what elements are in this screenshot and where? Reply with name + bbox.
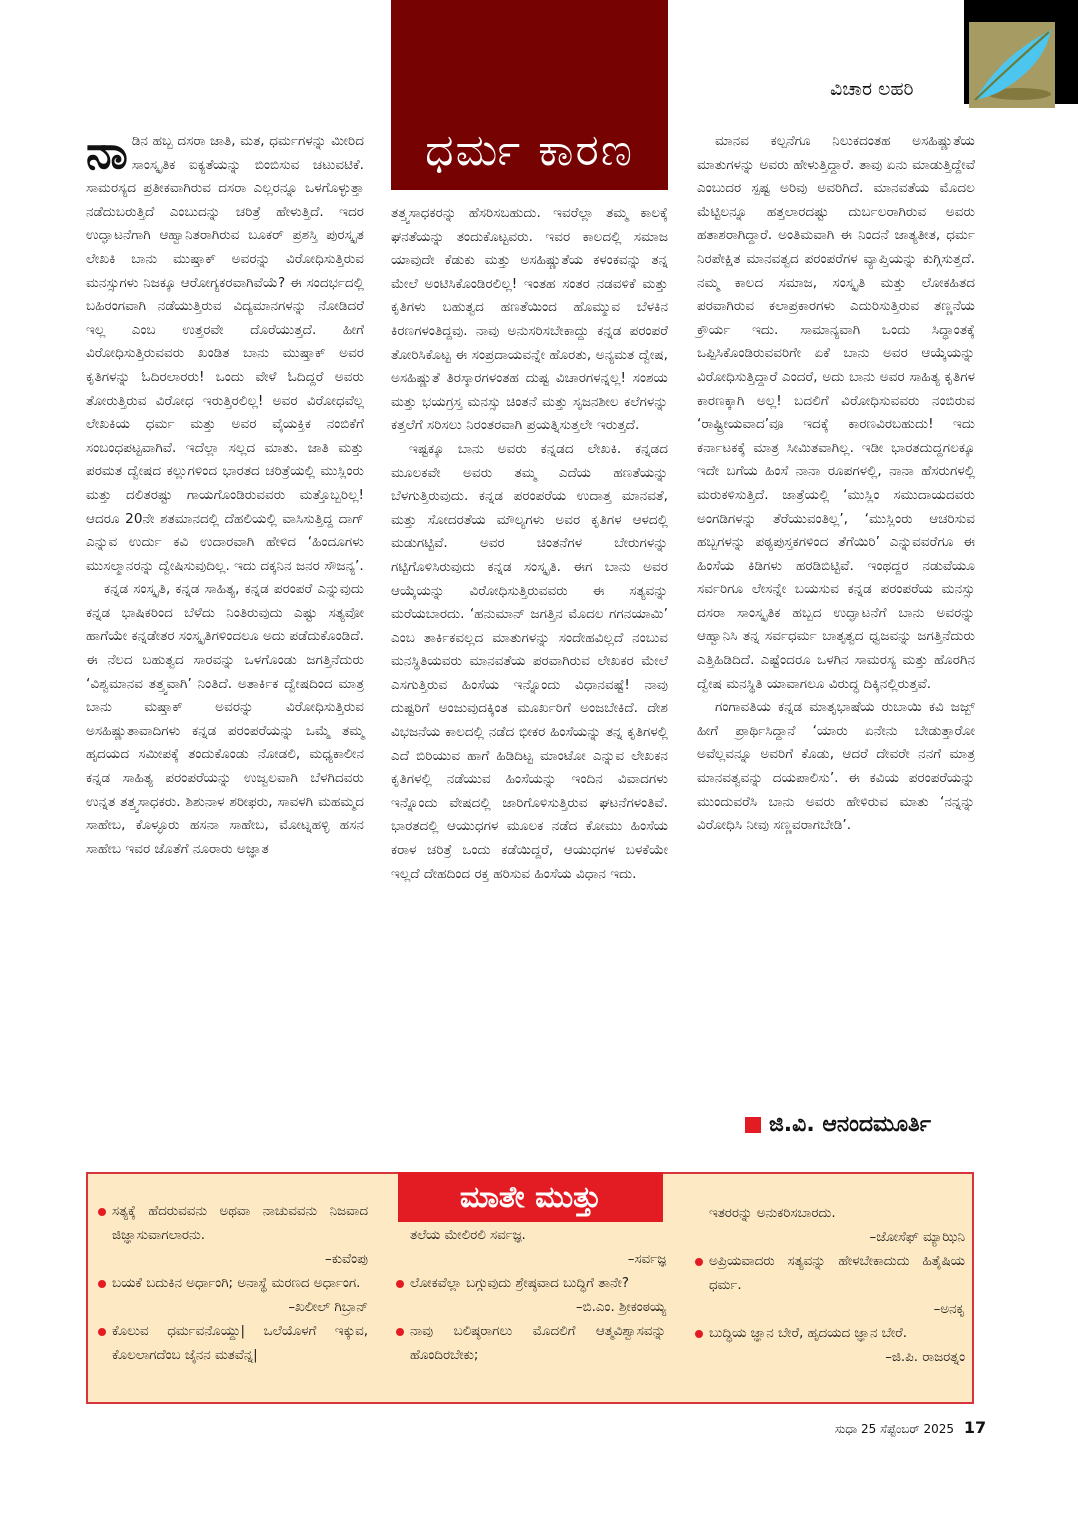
quote-item: ಅಪ್ರಿಯವಾದರು ಸತ್ಯವನ್ನು ಹೇಳಬೇಕಾದುದು ಹಿತೈಷಿಯ ಧರ್ಮ.	[695, 1250, 965, 1298]
quotes-column-1	[98, 1200, 368, 1368]
drop-cap: ನಾ	[86, 125, 128, 179]
article-paragraph: ತತ್ತ್ವಸಾಧಕರನ್ನು ಹೆಸರಿಸಬಹುದು. ಇವರೆಲ್ಲಾ ತಮ್ಮ ಕಾಲಕ್ಕೆ ಘನತೆಯನ್ನು ತಂದುಕೊಟ್ಟವರು. ಇವರ ಕಾಲದಲ್ಲಿ ಸಮಾಜ ಯಾವುದೇ ಕೆಡುಕು ಮತ್ತು ಅಸಹಿಷ್ಣುತೆಯ ಕಳಂಕವನ್ನು ತನ್ನ ಮೇಲೆ ಅಂಟಿಸಿಕೊಂಡಿರಲಿಲ್ಲ! ಇಂತಹ ಸಂತರ ನಡವಳಿಕೆ ಮತ್ತು ಕೃತಿಗಳು ಬಹುತ್ವದ ಹಣತೆಯಿಂದ ಹೊಮ್ಮುವ ಬೆಳಕಿನ ಕಿರಣಗಳಂತಿದ್ದವು. ನಾವು ಅನುಸರಿಸಬೇಕಾದ್ದು ಕನ್ನಡ ಪರಂಪರೆ ತೋರಿಸಿಕೊಟ್ಟ ಈ ಸಂಪ್ರದಾಯವನ್ನೇ ಹೊರತು, ಅನ್ಯಮತ ದ್ವೇಷ, ಅಸಹಿಷ್ಣುತೆ ತಿರಸ್ಕಾರಗಳಂತಹ ದುಷ್ಟ ವಿಚಾರಗಳನ್ನಲ್ಲ! ಸಂಶಯ ಮತ್ತು ಭಯಗ್ರಸ್ತ ಮನಸ್ಸು ಚಿಂತನೆ ಮತ್ತು ಸೃಜನಶೀಲ ಕಲೆಗಳನ್ನು ಕತ್ತಲೆಗೆ ಸರಿಸಲು ನಿರಂತರವಾಗಿ ಪ್ರಯತ್ನಿಸುತ್ತಲೇ ಇರುತ್ತದೆ.	[391, 205, 668, 434]
quote-author: –ಅನಕೃ	[933, 1302, 965, 1317]
author-name: ಜಿ.ವಿ. ಆನಂದಮೂರ್ತಿ	[769, 1112, 932, 1137]
quote-item: ಬಯಕೆ ಬದುಕಿನ ಅರ್ಧಾಂಗಿ; ಅನಾಸ್ಥೆ ಮರಣದ ಅರ್ಧಾಂಗ.	[98, 1272, 368, 1296]
page-footer	[835, 1418, 986, 1437]
bullet-icon	[98, 1208, 106, 1216]
page-number: 17	[963, 1418, 987, 1437]
article-title-block	[391, 0, 668, 190]
square-bullet-icon	[745, 1117, 761, 1133]
bullet-icon	[695, 1258, 703, 1266]
quote-author: –ಜಿ.ಪಿ. ರಾಜರತ್ನಂ	[885, 1350, 965, 1365]
magazine-name: ಸುಧಾ	[835, 1422, 858, 1436]
article-paragraph: ಕನ್ನಡ ಸಂಸ್ಕೃತಿ, ಕನ್ನಡ ಸಾಹಿತ್ಯ, ಕನ್ನಡ ಪರಂಪರೆ ಎನ್ನುವುದು ಕನ್ನಡ ಭಾಷಿಕರಿಂದ ಬೆಳೆದು ನಿಂತಿರುವುದು ಎಷ್ಟು ಸತ್ಯವೋ ಹಾಗೆಯೇ ಕನ್ನಡೇತರ ಸಂಸ್ಕೃತಿಗಳಿಂದಲೂ ಅದು ಪಡೆದುಕೊಂಡಿದೆ. ಈ ನೆಲದ ಬಹುತ್ವದ ಸಾರವನ್ನು ಒಳಗೊಂಡು ಜಗತ್ತಿನೆದುರು ‘ವಿಶ್ವಮಾನವ ತತ್ತ್ವವಾಗಿ’ ನಿಂತಿದೆ. ಅತಾರ್ಕಿಕ ದ್ವೇಷದಿಂದ ಮಾತ್ರ ಬಾನು ಮಷ್ತಾಕ್ ಅವರನ್ನು ವಿರೋಧಿಸುತ್ತಿರುವ ಅಸಹಿಷ್ಣುತಾವಾದಿಗಳು ಕನ್ನಡ ಪರಂಪರೆಯನ್ನು ಒಮ್ಮೆ ತಮ್ಮ ಹೃದಯದ ಸಮೀಪಕ್ಕೆ ತಂದುಕೊಂಡು ನೋಡಲಿ, ಮಧ್ಯಕಾಲೀನ ಕನ್ನಡ ಸಾಹಿತ್ಯ ಪರಂಪರೆಯನ್ನು ಉಜ್ವಲವಾಗಿ ಬೆಳಗಿದವರು ಉನ್ನತ ತತ್ತ್ವಸಾಧಕರು. ಶಿಶುನಾಳ ಶರೀಫರು, ಸಾವಳಗಿ ಮಹಮ್ಮದ ಸಾಹೇಬ, ಕೊಳ್ಳೂರು ಹಸನಾ ಸಾಹೇಬ, ಮೋಟ್ನಹಳ್ಳಿ ಹಸನ ಸಾಹೇಬ ಇವರ ಜೊತೆಗೆ ನೂರಾರು ಅಜ್ಞಾತ	[86, 581, 364, 857]
quote-author: –ಬಿ.ಎಂ. ಶ್ರೀಕಂಠಯ್ಯ	[575, 1300, 666, 1315]
article-column-left	[86, 125, 364, 861]
quote-author: –ಖಲೀಲ್ ಗಿಬ್ರಾನ್	[288, 1300, 368, 1315]
bullet-icon	[695, 1330, 703, 1338]
quotes-title: ಮಾತೇ ಮುತ್ತು	[398, 1172, 663, 1222]
article-column-middle	[391, 202, 668, 886]
section-label: ವಿಚಾರ ಲಹರಿ	[830, 78, 914, 100]
article-paragraph: ನಾಡಿನ ಹಬ್ಬ ದಸರಾ ಜಾತಿ, ಮತ, ಧರ್ಮಗಳನ್ನು ಮೀರಿದ ಸಾಂಸ್ಕೃತಿಕ ಐಕ್ಯತೆಯನ್ನು ಬಿಂಬಿಸುವ ಚಟುವಟಿಕೆ. ಸಾಮರಸ್ಯದ ಪ್ರತೀಕವಾಗಿರುವ ದಸರಾ ಎಲ್ಲರನ್ನೂ ಒಳಗೊಳ್ಳುತ್ತಾ ನಡೆದುಬರುತ್ತಿದೆ ಎಂಬುದನ್ನು ಚರಿತ್ರೆ ಹೇಳುತ್ತಿದೆ. ಇದರ ಉದ್ಘಾಟನೆಗಾಗಿ ಆಹ್ವಾನಿತರಾಗಿರುವ ಬೂಕರ್ ಪ್ರಶಸ್ತಿ ಪುರಸ್ಕೃತ ಲೇಖಕಿ ಬಾನು ಮುಷ್ತಾಕ್ ಅವರನ್ನು ವಿರೋಧಿಸುತ್ತಿರುವ ಮನಸ್ಸುಗಳು ನಿಜಕ್ಕೂ ಆರೋಗ್ಯಕರವಾಗಿವೆಯೆ? ಈ ಸಂದರ್ಭದಲ್ಲಿ ಬಹಿರಂಗವಾಗಿ ನಡೆಯುತ್ತಿರುವ ವಿದ್ಯಮಾನಗಳನ್ನು ನೋಡಿದರೆ ಇಲ್ಲ ಎಂಬ ಉತ್ತರವೇ ದೊರೆಯುತ್ತದೆ. ಹೀಗೆ ವಿರೋಧಿಸುತ್ತಿರುವವರು ಖಂಡಿತ ಬಾನು ಮುಷ್ತಾಕ್ ಅವರ ಕೃತಿಗಳನ್ನು ಓದಿರಲಾರರು! ಒಂದು ವೇಳೆ ಓದಿದ್ದರೆ ಅವರು ತೋರುತ್ತಿರುವ ವಿರೋಧ ಇರುತ್ತಿರಲಿಲ್ಲ! ಅವರ ವಿರೋಧವೆಲ್ಲ ಲೇಖಕಿಯ ಧರ್ಮ ಮತ್ತು ಅವರ ವೈಯಕ್ತಿಕ ನಂಬಿಕೆಗೆ ಸಂಬಂಧಪಟ್ಟವಾಗಿವೆ. ಇದೆಲ್ಲಾ ಸಲ್ಲದ ಮಾತು. ಜಾತಿ ಮತ್ತು ಪರಮತ ದ್ವೇಷದ ಕಲ್ಲುಗಳಿಂದ ಭಾರತದ ಚರಿತ್ರೆಯಲ್ಲಿ ಮುಸ್ಲಿಂರು ಮತ್ತು ದಲಿತರಷ್ಟು ಗಾಯಗೊಂಡಿರುವವರು ಮತ್ತೊಬ್ಬರಿಲ್ಲ! ಆದರೂ 20ನೇ ಶತಮಾನದಲ್ಲಿ ದೆಹಲಿಯಲ್ಲಿ ವಾಸಿಸುತ್ತಿದ್ದ ದಾಗ್ ಎನ್ನುವ ಉರ್ದು ಕವಿ ಉದಾರವಾಗಿ ಹೇಳಿದ ‘ಹಿಂದೂಗಳು ಮುಸಲ್ಮಾನರನ್ನು ದ್ವೇಷಿಸುವುದಿಲ್ಲ. ಇದು ದಕ್ಕನಿನ ಜನರ ಸೌಜನ್ಯ’.	[86, 125, 364, 574]
bullet-icon	[396, 1280, 404, 1288]
bullet-icon	[396, 1328, 404, 1336]
quote-item: ಕೊಲುವ ಧರ್ಮವನೊಯ್ದು| ಒಲೆಯೊಳಗೆ ಇಕ್ಕುವ, ಕೊಲಲಾಗದೆಂಬ ಜೈನನ ಮತವೆನ್ನ|	[98, 1320, 368, 1368]
quotes-column-2	[396, 1224, 666, 1368]
article-paragraph: ಮಾನವ ಕಲ್ಪನೆಗೂ ನಿಲುಕದಂತಹ ಅಸಹಿಷ್ಣುತೆಯ ಮಾತುಗಳನ್ನು ಅವರು ಹೇಳುತ್ತಿದ್ದಾರೆ. ತಾವು ಏನು ಮಾಡುತ್ತಿದ್ದೇವೆ ಎಂಬುದರ ಸ್ಪಷ್ಟ ಅರಿವು ಅವರಿಗಿದೆ. ಮಾನವತೆಯ ಮೊದಲ ಮೆಟ್ಟಿಲನ್ನೂ ಹತ್ತಲಾರದಷ್ಟು ದುರ್ಬಲರಾಗಿರುವ ಅವರು ಹತಾಶರಾಗಿದ್ದಾರೆ. ಅಂತಿಮವಾಗಿ ಈ ನಿಂದನೆ ಜಾತ್ಯತೀತ, ಧರ್ಮ ನಿರಪೇಕ್ಷಿತ ಮಾನವತ್ವದ ಪರಂಪರೆಗಳ ವ್ಯಾಪ್ತಿಯನ್ನು ಕುಗ್ಗಿಸುತ್ತದೆ. ನಮ್ಮ ಕಾಲದ ಸಮಾಜ, ಸಂಸ್ಕೃತಿ ಮತ್ತು ಲೋಕಹಿತದ ಪರವಾಗಿರುವ ಕಲಾಪ್ರಕಾರಗಳು ಎದುರಿಸುತ್ತಿರುವ ತಣ್ಣನೆಯ ಕ್ರೌರ್ಯ ಇದು. ಸಾಮಾನ್ಯವಾಗಿ ಒಂದು ಸಿದ್ಧಾಂತಕ್ಕೆ ಒಪ್ಪಿಸಿಕೊಂಡಿರುವವರಿಗೇ ಏಕೆ ಬಾನು ಅವರ ಆಯ್ಕೆಯನ್ನು ವಿರೋಧಿಸುತ್ತಿದ್ದಾರೆ ಎಂದರೆ, ಅದು ಬಾನು ಅವರ ಸಾಹಿತ್ಯ ಕೃತಿಗಳ ಕಾರಣಕ್ಕಾಗಿ ಅಲ್ಲ! ಬದಲಿಗೆ ವಿರೋಧಿಸುವವರು ನಂಬಿರುವ ‘ರಾಷ್ಟ್ರೀಯವಾದ’ವೂ ಇದಕ್ಕೆ ಕಾರಣವಿರಬಹುದು! ಇದು ಕರ್ನಾಟಕಕ್ಕೆ ಮಾತ್ರ ಸೀಮಿತವಾಗಿಲ್ಲ. ಇಡೀ ಭಾರತದುದ್ದಗಲಕ್ಕೂ ಇದೇ ಬಗೆಯ ಹಿಂಸೆ ನಾನಾ ರೂಪಗಳಲ್ಲಿ, ನಾನಾ ಹೆಸರುಗಳಲ್ಲಿ ಮರುಕಳಿಸುತ್ತಿದೆ. ಜಾತ್ರೆಯಲ್ಲಿ ‘ಮುಸ್ಲಿಂ ಸಮುದಾಯದವರು ಅಂಗಡಿಗಳನ್ನು ತೆರೆಯುವಂತಿಲ್ಲ’, ‘ಮುಸ್ಲಿಂರು ಆಚರಿಸುವ ಹಬ್ಬಗಳನ್ನು ಪಠ್ಯಪುಸ್ತಕಗಳಿಂದ ತೆಗೆಯಿರಿ’ ಎನ್ನುವವರೆಗೂ ಈ ಹಿಂಸೆಯ ಕಿಡಿಗಳು ಹರಡಿಬಿಟ್ಟಿವೆ. ಇಂಥದ್ದರ ನಡುವೆಯೂ ಸರ್ವರಿಗೂ ಲೇಸನ್ನೇ ಬಯಸುವ ಕನ್ನಡ ಪರಂಪರೆಯ ಮನಸ್ಸು ದಸರಾ ಸಾಂಸ್ಕೃತಿಕ ಹಬ್ಬದ ಉದ್ಘಾಟನೆಗೆ ಬಾನು ಅವರನ್ನು ಆಹ್ವಾನಿಸಿ ತನ್ನ ಸರ್ವಧರ್ಮ ಬಾತೃತ್ವದ ಧ್ವಜವನ್ನು ಜಗತ್ತಿನೆದುರು ಎತ್ತಿಹಿಡಿದಿದೆ. ಎಷ್ಟೆಂದರೂ ಒಳಗಿನ ಸಾಮರಸ್ಯ ಮತ್ತು ಹೊರಗಿನ ದ್ವೇಷ ಮನಸ್ಥಿತಿ ಯಾವಾಗಲೂ ವಿರುದ್ಧ ದಿಕ್ಕಿನಲ್ಲಿರುತ್ತವೆ.	[697, 133, 975, 692]
article-column-right	[697, 130, 975, 838]
article-paragraph: ಇಷ್ಟಕ್ಕೂ ಬಾನು ಅವರು ಕನ್ನಡದ ಲೇಖಕಿ. ಕನ್ನಡದ ಮೂಲಕವೇ ಅವರು ತಮ್ಮ ಎದೆಯ ಹಣತೆಯನ್ನು ಬೆಳಗುತ್ತಿರುವುದು. ಕನ್ನಡ ಪರಂಪರೆಯ ಉದಾತ್ತ ಮಾನವತೆ, ಮತ್ತು ಸೋದರತೆಯ ಮೌಲ್ಯಗಳು ಅವರ ಕೃತಿಗಳ ಆಳದಲ್ಲಿ ಮಡುಗಟ್ಟಿವೆ. ಅವರ ಚಿಂತನೆಗಳ ಬೇರುಗಳನ್ನು ಗಟ್ಟಿಗೊಳಿಸಿರುವುದು ಕನ್ನಡ ಸಂಸ್ಕೃತಿ. ಈಗ ಬಾನು ಅವರ ಆಯ್ಕೆಯನ್ನು ವಿರೋಧಿಸುತ್ತಿರುವವರು ಈ ಸತ್ಯವನ್ನು ಮರೆಯಬಾರದು. ‘ಹನುಮಾನ್ ಜಗತ್ತಿನ ಮೊದಲ ಗಗನಯಾಮಿ’ ಎಂಬ ತಾರ್ಕಿಕವಲ್ಲದ ಮಾತುಗಳನ್ನು ಸಂದೇಹವಿಲ್ಲದೆ ನಂಬುವ ಮನಸ್ಥಿತಿಯವರು ಮಾನವತೆಯ ಪರವಾಗಿರುವ ಲೇಖಕರ ಮೇಲೆ ಎಸಗುತ್ತಿರುವ ಹಿಂಸೆಯ ಇನ್ನೊಂದು ವಿಧಾನವಷ್ಟೆ! ನಾವು ದುಷ್ಟರಿಗೆ ಅಂಜುವುದಕ್ಕಿಂತ ಮೂರ್ಖರಿಗೆ ಅಂಜಬೇಕಿದೆ. ದೇಶ ವಿಭಜನೆಯ ಕಾಲದಲ್ಲಿ ನಡೆದ ಭೀಕರ ಹಿಂಸೆಯನ್ನು ತನ್ನ ಕೃತಿಗಳಲ್ಲಿ ಎದೆ ಬಿರಿಯುವ ಹಾಗೆ ಹಿಡಿದಿಟ್ಟ ಮಾಂಟೋ ಎನ್ನುವ ಲೇಖಕನ ಕೃತಿಗಳಲ್ಲಿ ನಡೆಯುವ ಹಿಂಸೆಯನ್ನು ಇಂದಿನ ವಿವಾದಗಳು ಇನ್ನೊಂದು ವೇಷದಲ್ಲಿ ಜಾರಿಗೊಳಿಸುತ್ತಿರುವ ಘಟನೆಗಳಂತಿವೆ. ಭಾರತದಲ್ಲಿ ಆಯುಧಗಳ ಮೂಲಕ ನಡೆದ ಕೋಮು ಹಿಂಸೆಯ ಕರಾಳ ಚರಿತ್ರೆ ಒಂದು ಕಡೆಯಿದ್ದರೆ, ಆಯುಧಗಳ ಬಳಕೆಯೇ ಇಲ್ಲದೆ ದೇಹದಿಂದ ರಕ್ತ ಹರಿಸುವ ಹಿಂಸೆಯ ವಿಧಾನ ಇದು.	[391, 440, 668, 882]
feather-icon	[969, 22, 1055, 108]
quotes-column-3	[695, 1202, 965, 1370]
quote-author: –ಕುವೆಂಪು	[325, 1252, 368, 1267]
quote-item: ಸತ್ಯಕ್ಕೆ ಹೆದರುವವನು ಅಥವಾ ನಾಚುವವನು ನಿಜವಾದ ಜಿಜ್ಞಾಸುವಾಗಲಾರನು.	[98, 1200, 368, 1248]
quote-author: –ಜೋಸೆಫ್ ಮ್ಯಾಝಿನಿ	[869, 1230, 965, 1245]
quote-author: –ಸರ್ವಜ್ಞ	[627, 1252, 666, 1267]
bullet-icon	[98, 1328, 106, 1336]
quote-item: ತಲೆಯ ಮೇಲಿರಲಿ ಸರ್ವಜ್ಞ.	[410, 1228, 526, 1243]
author-byline	[745, 1112, 931, 1137]
article-title: ಧರ್ಮ ಕಾರಣ	[425, 125, 634, 176]
quote-item: ಲೋಕವೆಲ್ಲಾ ಬಗ್ಗುವುದು ಶ್ರೇಷ್ಠವಾದ ಬುದ್ಧಿಗೆ ತಾನೇ?	[396, 1272, 666, 1296]
quote-item: ನಾವು ಬಲಿಷ್ಠರಾಗಲು ಮೊದಲಿಗೆ ಆತ್ಮವಿಶ್ವಾಸವನ್ನು ಹೊಂದಿರಬೇಕು;	[396, 1320, 666, 1368]
quote-item: ಇತರರನ್ನು ಅನುಕರಿಸಬಾರದು.	[709, 1206, 836, 1221]
article-paragraph: ಗಂಗಾವತಿಯ ಕನ್ನಡ ಮಾತೃಭಾಷೆಯ ರುಬಾಯಿ ಕವಿ ಜಜ್ಬ್ ಹೀಗೆ ಪ್ರಾರ್ಥಿಸಿದ್ದಾನೆ ‘ಯಾರು ಏನೇನು ಬೇಡುತ್ತಾರೋ ಅವೆಲ್ಲವನ್ನೂ ಅವರಿಗೆ ಕೊಡು, ಆದರೆ ದೇವರೇ ನನಗೆ ಮಾತ್ರ ಮಾನವತ್ವವನ್ನು ದಯಪಾಲಿಸು’. ಈ ಕವಿಯ ಪರಂಪರೆಯನ್ನು ಮುಂದುವರೆಸಿ ಬಾನು ಅವರು ಹೇಳಿರುವ ಮಾತು ‘ನನ್ನನ್ನು ವಿರೋಧಿಸಿ ನೀವು ಸಣ್ಣವರಾಗಬೇಡಿ’.	[697, 699, 975, 834]
bullet-icon	[98, 1280, 106, 1288]
issue-date: 25 ಸೆಪ್ಟೆಂಬರ್ 2025	[861, 1422, 955, 1436]
quote-item: ಬುದ್ಧಿಯ ಜ್ಞಾನ ಬೇರೆ, ಹೃದಯದ ಜ್ಞಾನ ಬೇರೆ.	[695, 1322, 965, 1346]
